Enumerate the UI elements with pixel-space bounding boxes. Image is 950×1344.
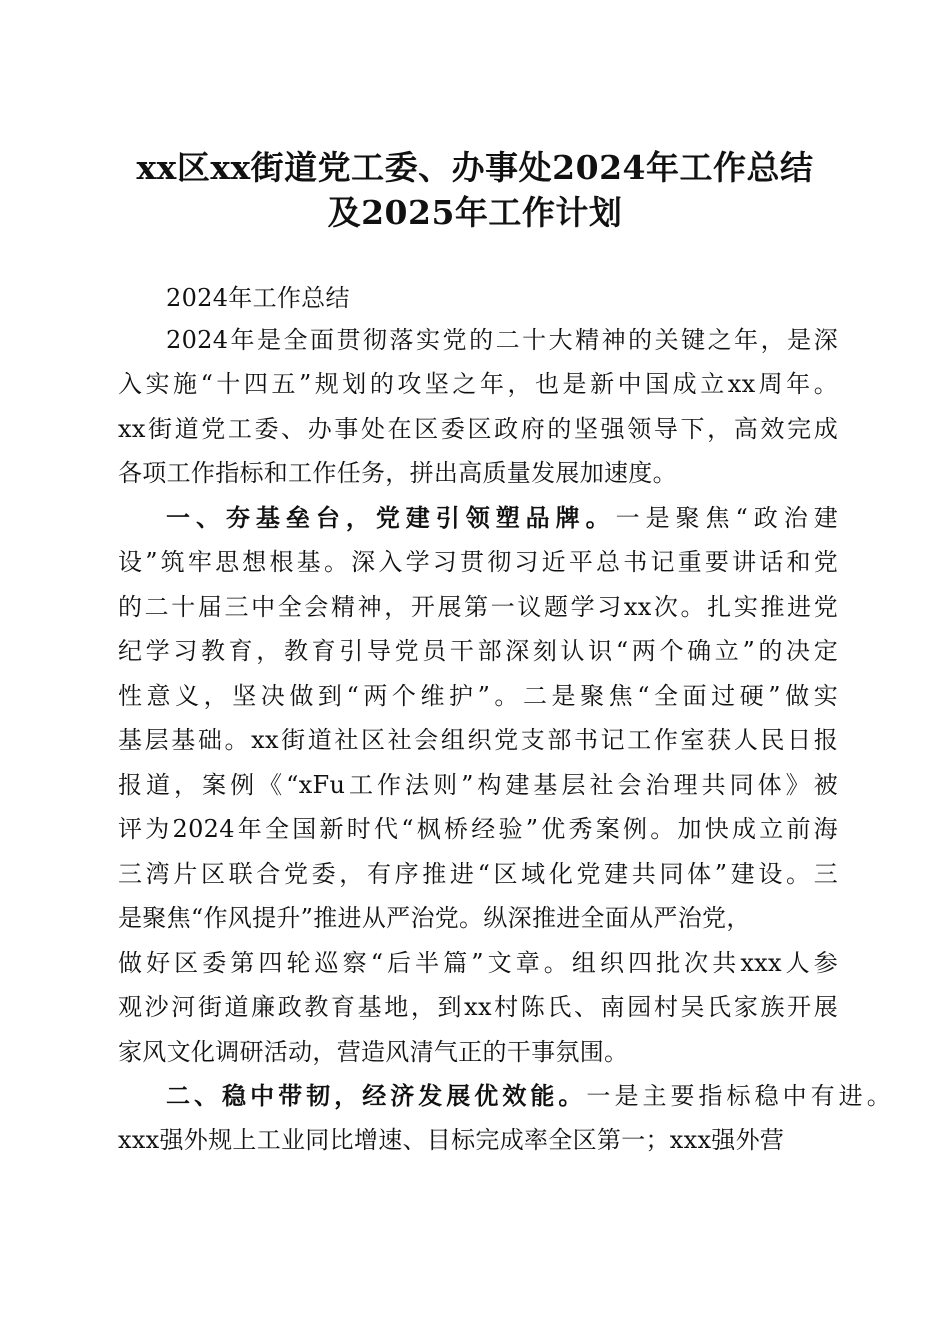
- part1-line: 设”筑牢思想根基。深入学习贯彻习近平总书记重要讲话和党: [118, 548, 838, 576]
- part1-line: 三湾片区联合党委，有序推进“区域化党建共同体”建设。三: [118, 860, 838, 888]
- document-title-line2: 及2025年工作计划: [327, 193, 623, 232]
- part1-line: 观沙河街道廉政教育基地，到xx村陈氏、南园村吴氏家族开展: [118, 993, 838, 1021]
- part2-first-line-text: 一是主要指标稳中有进。: [586, 1082, 891, 1110]
- part1-first-line-text: 一是聚焦“政治建: [615, 504, 838, 532]
- document-title-line1: xx区xx街道党工委、办事处2024年工作总结: [136, 148, 814, 187]
- intro-line: 入实施“十四五”规划的攻坚之年，也是新中国成立xx周年。: [118, 370, 838, 398]
- part1-line: 评为2024年全国新时代“枫桥经验”优秀案例。加快成立前海: [118, 815, 838, 843]
- intro-line: xx街道党工委、办事处在区委区政府的坚强领导下，高效完成: [118, 415, 838, 443]
- section-heading: 2024年工作总结: [166, 284, 350, 312]
- part2-line: xxx强外规上工业同比增速、目标完成率全区第一；xxx强外营: [118, 1126, 785, 1154]
- part1-line: 是聚焦“作风提升”推进从严治党。纵深推进全面从严治党，: [118, 904, 751, 932]
- part2-heading: 二、稳中带韧，经济发展优效能。: [166, 1082, 587, 1110]
- part1-first-line: [166, 503, 838, 533]
- part1-line: 家风文化调研活动，营造风清气正的干事氛围。: [118, 1038, 629, 1066]
- part1-line: 基层基础。xx街道社区社会组织党支部书记工作室获人民日报: [118, 726, 838, 754]
- part1-line: 性意义，坚决做到“两个维护”。二是聚焦“全面过硬”做实: [118, 682, 838, 710]
- part2-first-line: [166, 1081, 891, 1111]
- intro-line: 各项工作指标和工作任务，拼出高质量发展加速度。: [118, 459, 677, 487]
- part1-line: 的二十届三中全会精神，开展第一议题学习xx次。扎实推进党: [118, 593, 838, 621]
- part1-line: 纪学习教育，教育引导党员干部深刻认识“两个确立”的决定: [118, 637, 838, 665]
- part1-line: 报道，案例《“xFu工作法则”构建基层社会治理共同体》被: [118, 771, 838, 799]
- part1-heading: 一、夯基垒台，党建引领塑品牌。: [166, 504, 616, 532]
- intro-line: 2024年是全面贯彻落实党的二十大精神的关键之年，是深: [166, 326, 838, 354]
- part1-line: 做好区委第四轮巡察“后半篇”文章。组织四批次共xxx人参: [118, 949, 838, 977]
